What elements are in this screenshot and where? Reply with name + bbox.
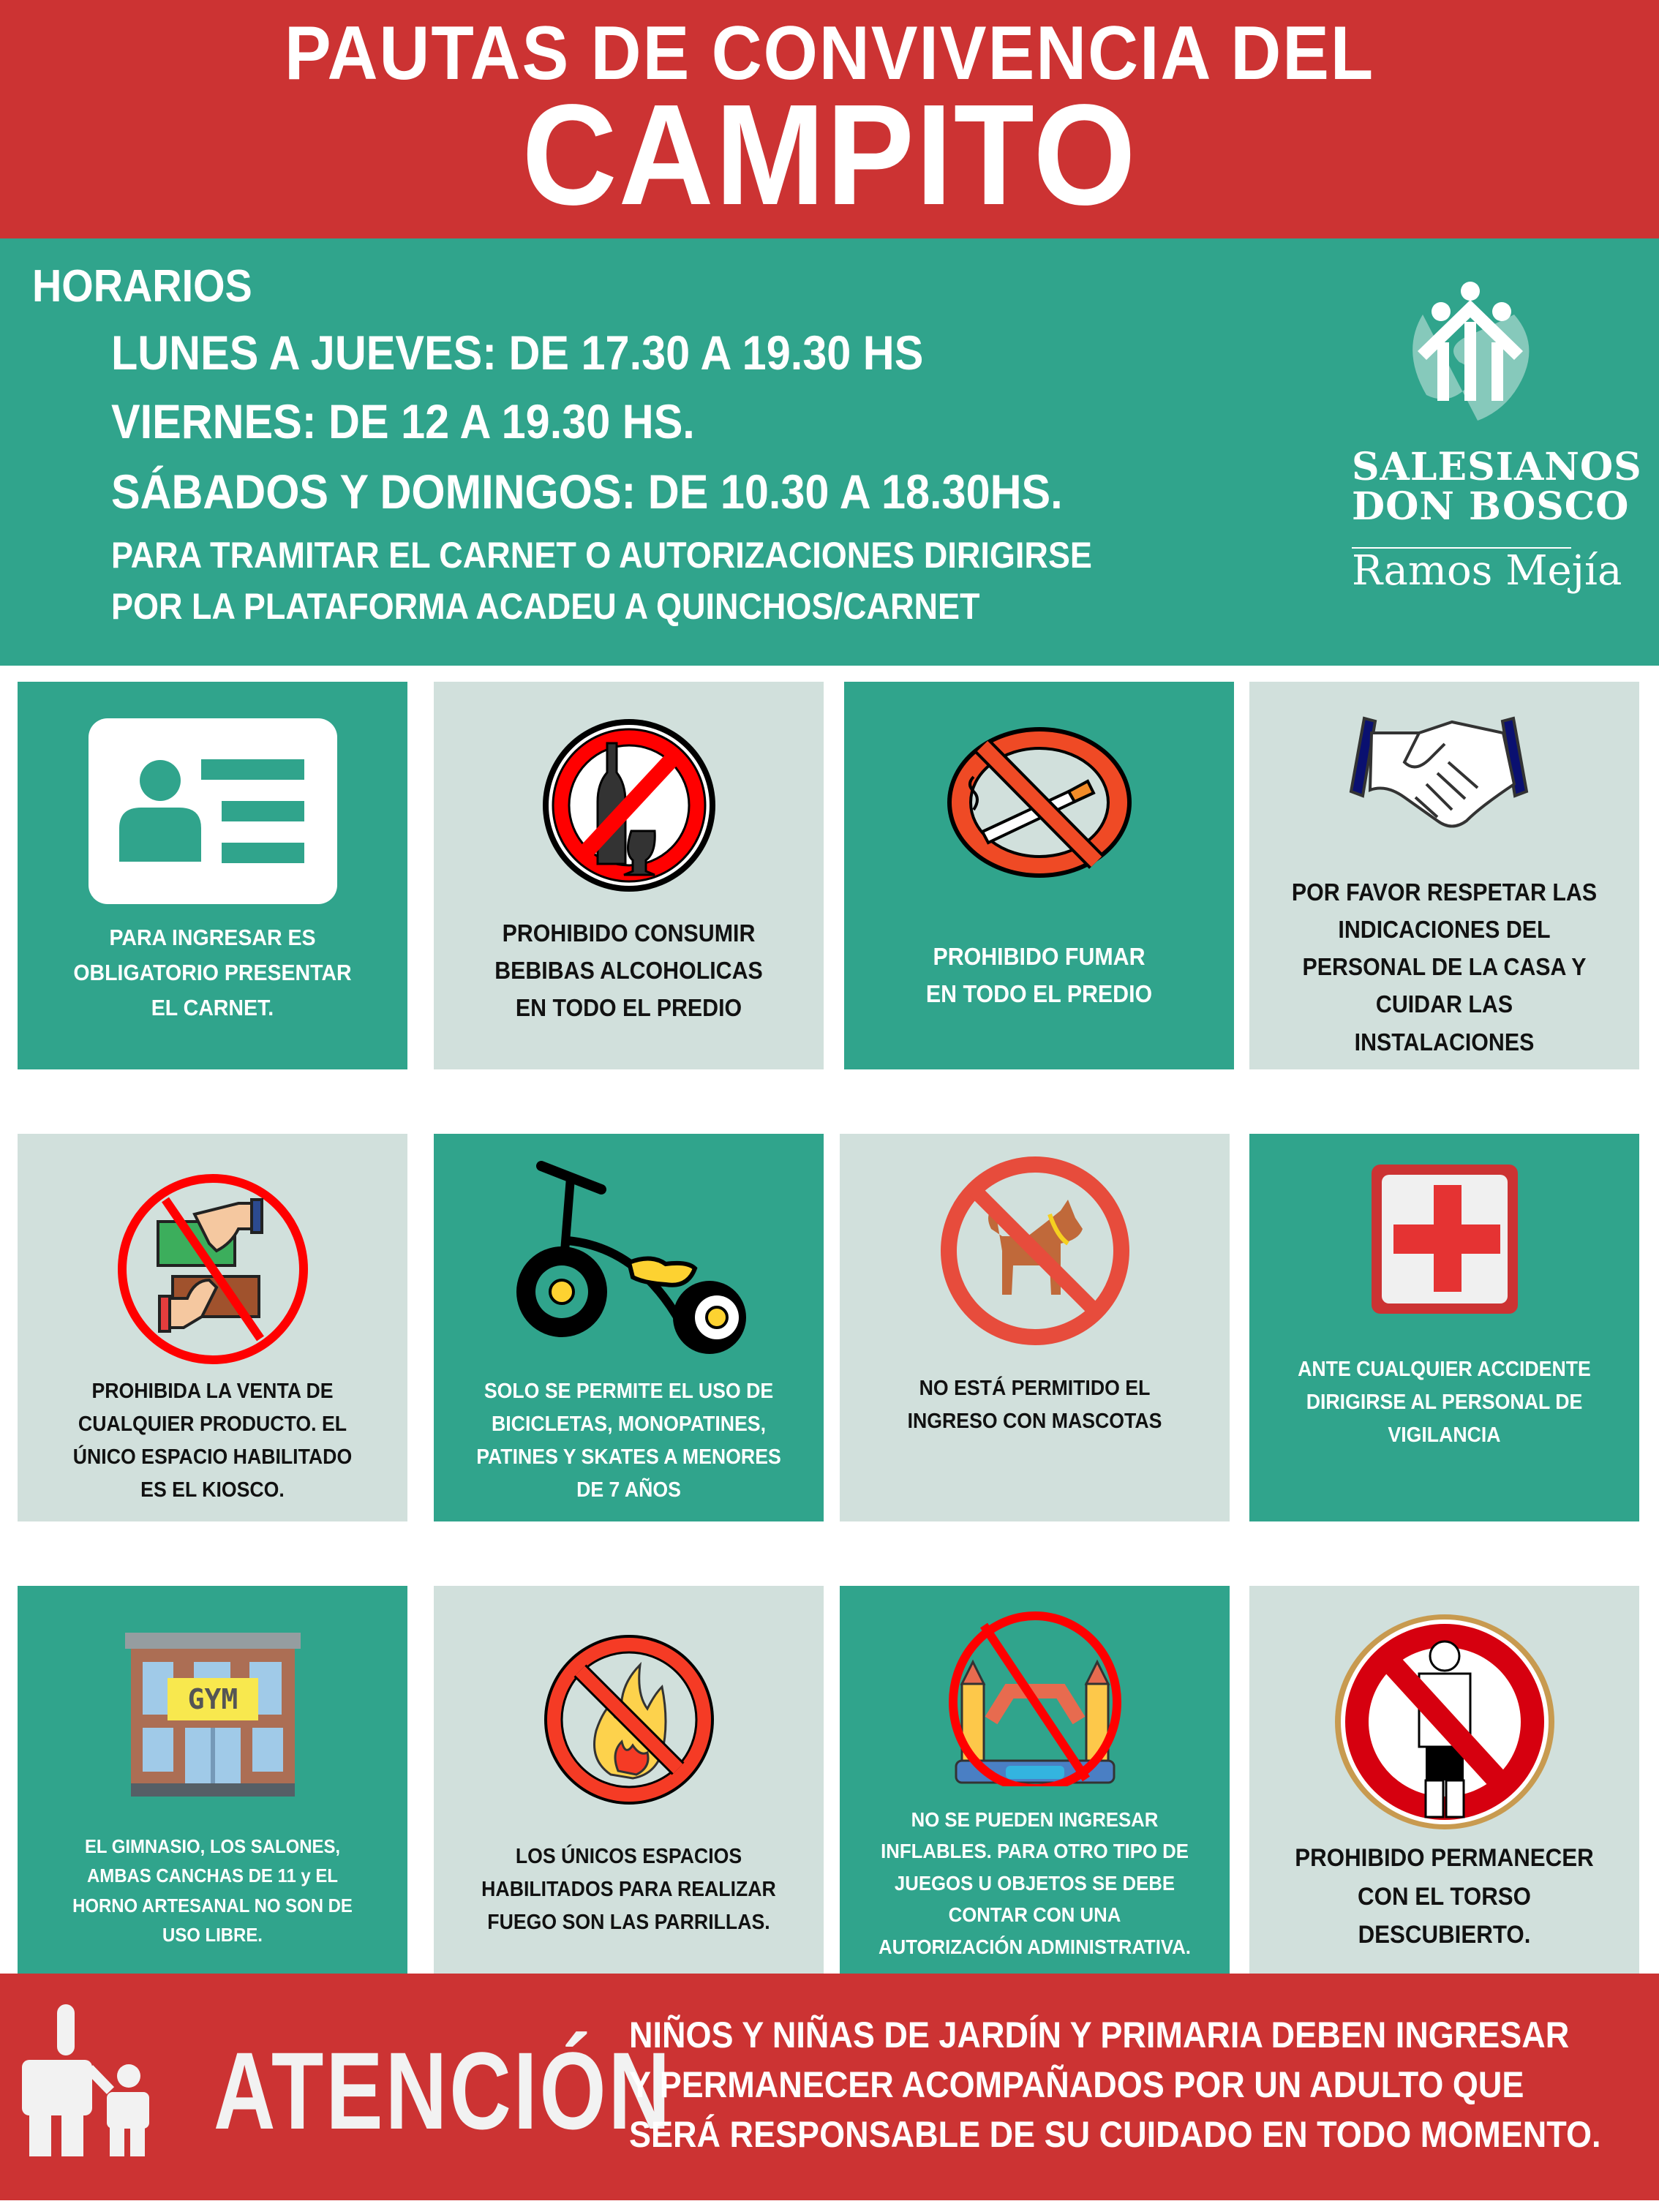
rule-tile-gym — [18, 1586, 407, 1974]
rule-tile-no-shirtless — [1249, 1586, 1639, 1974]
attention-message: NIÑOS Y NIÑAS DE JARDÍN Y PRIMARIA DEBEN INGRESAR Y PERMANECER ACOMPAÑADOS POR UN ADULTO QUE SERÁ RESPONSABLE DE SU CUIDADO EN TODO MOMENTO. — [629, 2014, 1601, 2155]
rule-tile-carnet — [18, 682, 407, 1069]
carnet-note-line-1: PARA TRAMITAR EL CARNET O AUTORIZACIONES DIRIGIRSE — [111, 535, 1092, 576]
title-line-2: CAMPITO — [522, 75, 1137, 235]
no-smoking-icon — [844, 726, 1234, 879]
rule-text: NO SE PUEDEN INGRESAR INFLABLES. PARA OTRO TIPO DE JUEGOS U OBJETOS SE DEBE CONTAR CON UNA AUTORIZACIÓN ADMINISTRATIVA. — [879, 1808, 1191, 1958]
rule-tile-no-fire — [434, 1586, 824, 1974]
rule-text: PROHIBIDO FUMAR EN TODO EL PREDIO — [925, 943, 1153, 1008]
salesianos-emblem-icon — [1397, 278, 1543, 424]
rule-text: LOS ÚNICOS ESPACIOS HABILITADOS PARA REALIZAR FUEGO SON LAS PARRILLAS. — [481, 1845, 776, 1934]
schedule-weekdays: LUNES A JUEVES: DE 17.30 A 19.30 HS — [111, 326, 924, 380]
schedule-friday: VIERNES: DE 12 A 19.30 HS. — [111, 394, 695, 448]
tricycle-icon — [434, 1160, 824, 1358]
rule-text: ANTE CUALQUIER ACCIDENTE DIRIGIRSE AL PERSONAL DE VIGILANCIA — [1298, 1358, 1591, 1447]
rule-tile-bikes — [434, 1134, 824, 1521]
logo-city: Ramos Mejía — [1352, 547, 1622, 595]
schedule-label: HORARIOS — [32, 261, 252, 312]
rule-text: PROHIBIDO PERMANECER CON EL TORSO DESCUBIERTO. — [1295, 1844, 1594, 1949]
no-pets-icon — [840, 1156, 1230, 1346]
rule-text: PARA INGRESAR ES OBLIGATORIO PRESENTAR EL CARNET. — [73, 925, 352, 1021]
title-banner — [0, 0, 1659, 238]
rule-tile-no-selling — [18, 1134, 407, 1521]
rule-text: PROHIBIDO CONSUMIR BEBIBAS ALCOHOLICAS EN TODO EL PREDIO — [494, 919, 763, 1022]
no-inflatables-icon — [840, 1611, 1230, 1786]
rule-text: SOLO SE PERMITE EL USO DE BICICLETAS, MONOPATINES, PATINES Y SKATES A MENORES DE 7 AÑOS — [476, 1380, 781, 1502]
svg-text:GYM: GYM — [187, 1683, 238, 1715]
id-card-icon — [18, 718, 407, 904]
rule-tile-no-inflatables — [840, 1586, 1230, 1974]
no-fire-icon — [434, 1628, 824, 1811]
attention-banner — [0, 1974, 1659, 2200]
first-aid-icon — [1249, 1165, 1639, 1314]
rule-tile-no-pets — [840, 1134, 1230, 1521]
adult-child-icon — [19, 2003, 187, 2160]
attention-title: ATENCIÓN — [214, 2029, 673, 2152]
rule-tile-no-smoking — [844, 682, 1234, 1069]
rule-text: POR FAVOR RESPETAR LAS INDICACIONES DEL PERSONAL DE LA CASA Y CUIDAR LAS INSTALACIONES — [1291, 879, 1598, 1056]
no-alcohol-icon — [434, 714, 824, 897]
logo-name: SALESIANOS DON BOSCO — [1352, 445, 1642, 529]
no-shirtless-icon — [1249, 1612, 1639, 1832]
gym-building-icon — [18, 1633, 407, 1808]
rule-tile-no-alcohol — [434, 682, 824, 1069]
rule-text: NO ESTÁ PERMITIDO EL INGRESO CON MASCOTAS — [907, 1377, 1162, 1433]
schedule-weekend: SÁBADOS Y DOMINGOS: DE 10.30 A 18.30HS. — [111, 464, 1063, 519]
rule-text: PROHIBIDA LA VENTA DE CUALQUIER PRODUCTO. EL ÚNICO ESPACIO HABILITADO ES EL KIOSCO. — [72, 1380, 353, 1502]
handshake-icon — [1249, 711, 1639, 835]
title-line-1: PAUTAS DE CONVIVENCIA DEL — [284, 11, 1375, 96]
salesianos-logo — [1339, 278, 1642, 600]
rule-tile-respect-staff — [1249, 682, 1639, 1069]
carnet-note-line-2: POR LA PLATAFORMA ACADEU A QUINCHOS/CARNET — [111, 586, 980, 627]
no-selling-icon — [18, 1170, 407, 1368]
rule-tile-first-aid — [1249, 1134, 1639, 1521]
rule-text: EL GIMNASIO, LOS SALONES, AMBAS CANCHAS DE 11 y EL HORNO ARTESANAL NO SON DE USO LIBRE. — [72, 1835, 353, 1946]
